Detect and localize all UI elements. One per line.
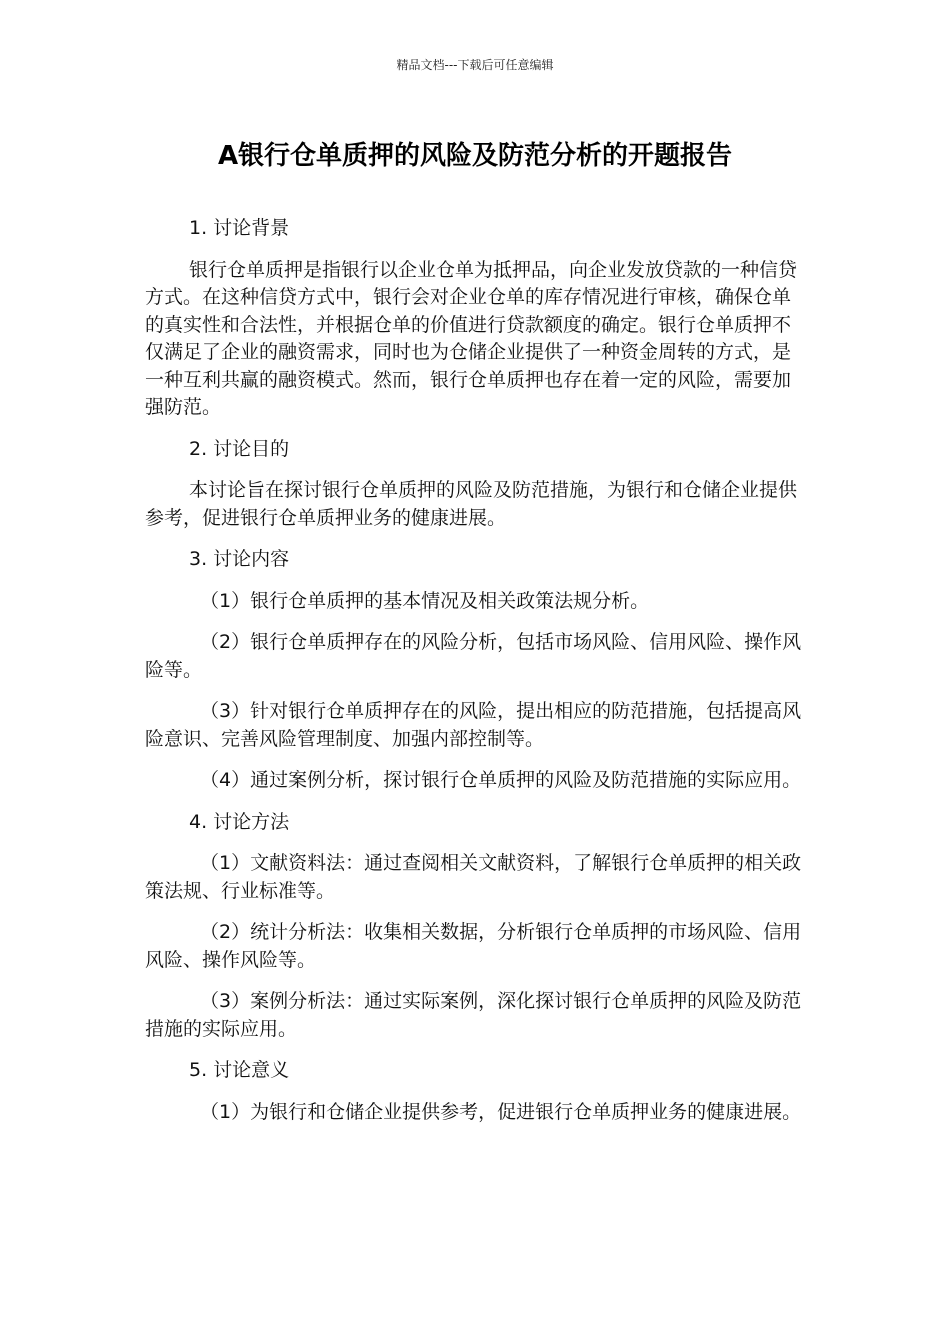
section-heading-significance: 5. 讨论意义 (189, 1059, 290, 1081)
content-item: （3）针对银行仓单质押存在的风险，提出相应的防范措施，包括提高风险意识、完善风险管理制度、加强内部控制等。 (145, 700, 802, 750)
content-item: （2）银行仓单质押存在的风险分析，包括市场风险、信用风险、操作风险等。 (145, 631, 802, 681)
document-title: A银行仓单质押的风险及防范分析的开题报告 (217, 141, 733, 171)
background-paragraph: 银行仓单质押是指银行以企业仓单为抵押品，向企业发放贷款的一种信贷方式。在这种信贷方式中，银行会对企业仓单的库存情况进行审核，确保仓单的真实性和合法性，并根据仓单的价值进行贷款额度的确定。银行仓单质押不仅满足了企业的融资需求，同时也为仓储企业提供了一种资金周转的方式，是一种互利共赢的融资模式。然而，银行仓单质押也存在着一定的风险，需要加强防范。 (145, 258, 798, 418)
document-body (145, 215, 805, 1140)
significance-item: （1）为银行和仓储企业提供参考，促进银行仓单质押业务的健康进展。 (200, 1100, 802, 1123)
section-heading-background: 1. 讨论背景 (189, 217, 290, 239)
method-item: （2）统计分析法：收集相关数据，分析银行仓单质押的市场风险、信用风险、操作风险等。 (145, 921, 802, 971)
content-item: （4）通过案例分析，探讨银行仓单质押的风险及防范措施的实际应用。 (200, 769, 802, 791)
content-item: （1）银行仓单质押的基本情况及相关政策法规分析。 (200, 589, 650, 612)
section-heading-purpose: 2. 讨论目的 (189, 437, 290, 460)
purpose-paragraph: 本讨论旨在探讨银行仓单质押的风险及防范措施，为银行和仓储企业提供参考，促进银行仓单质押业务的健康进展。 (145, 479, 798, 529)
page-header-note: 精品文档---下载后可任意编辑 (396, 58, 554, 72)
section-heading-content: 3. 讨论内容 (189, 548, 290, 570)
section-heading-methods: 4. 讨论方法 (189, 810, 290, 833)
method-item: （1）文献资料法：通过查阅相关文献资料，了解银行仓单质押的相关政策法规、行业标准等。 (145, 852, 802, 902)
method-item: （3）案例分析法：通过实际案例，深化探讨银行仓单质押的风险及防范措施的实际应用。 (145, 990, 802, 1040)
